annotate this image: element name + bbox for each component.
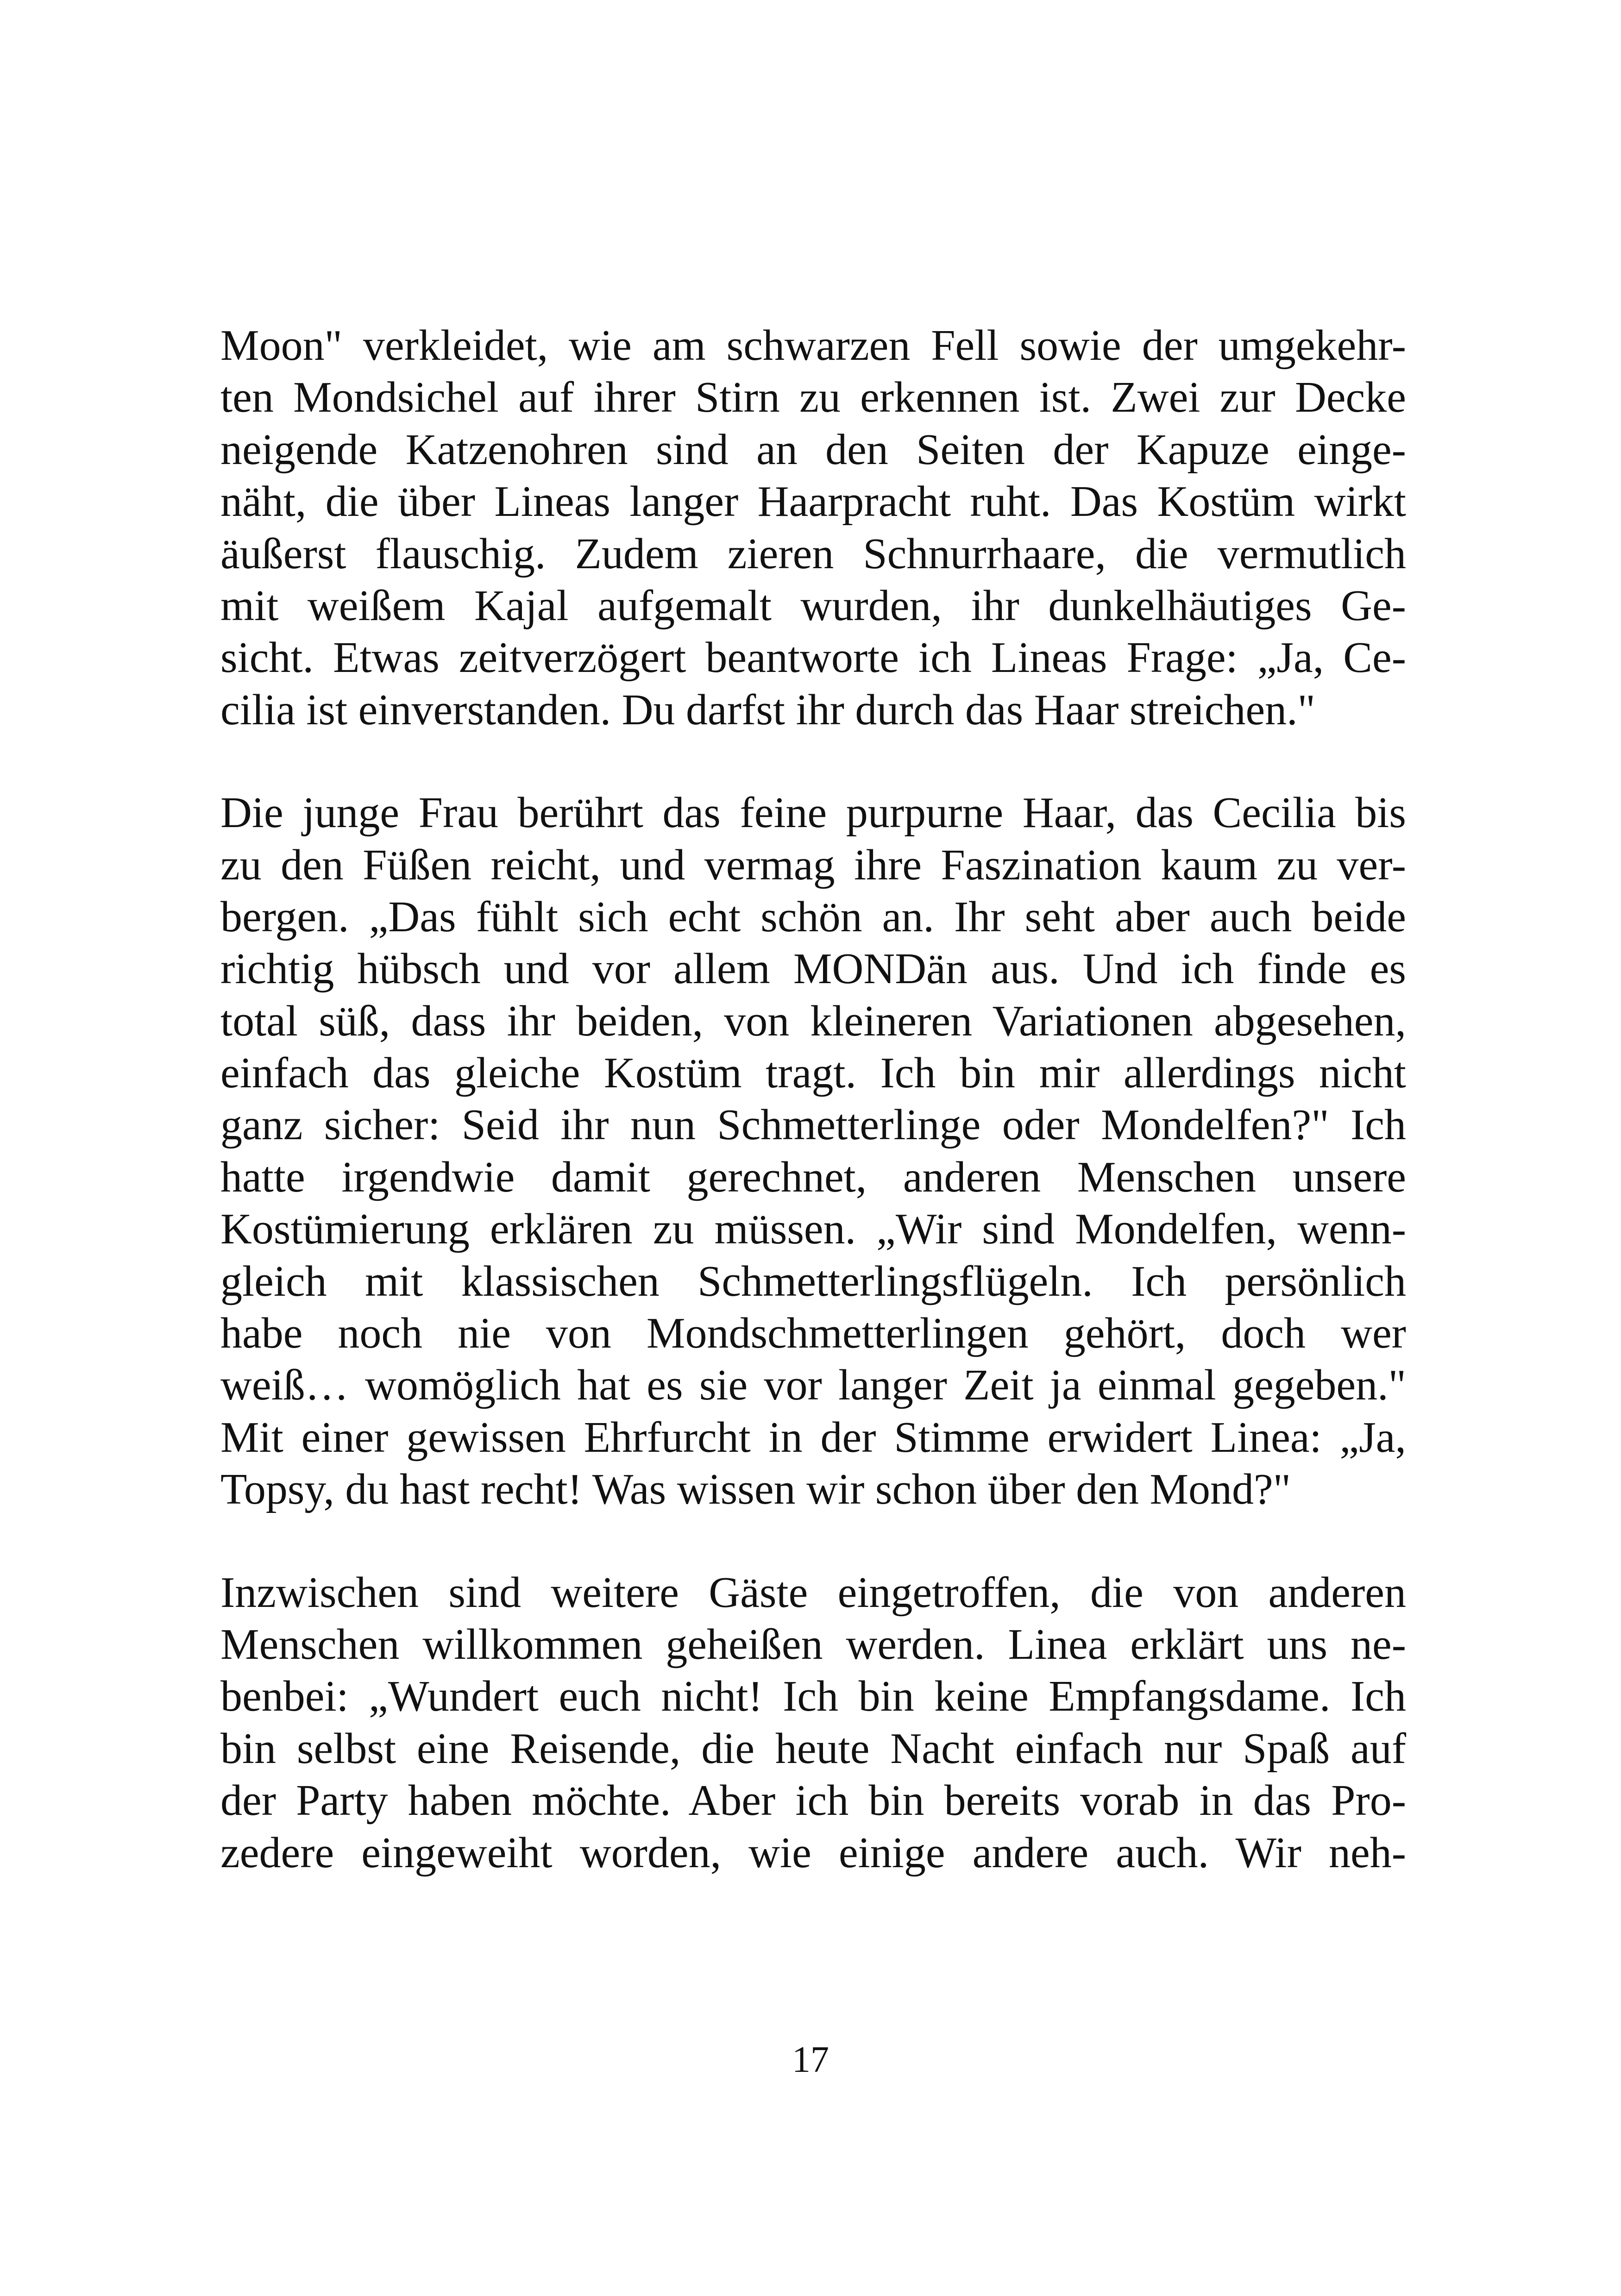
- text-line: richtig hübsch und vor allem MONDän aus. Und ich finde es: [220, 945, 1406, 993]
- text-line: zu den Füßen reicht, und vermag ihre Faszination kaum zu ver-: [220, 841, 1406, 889]
- text-line: ten Mondsichel auf ihrer Stirn zu erkennen ist. Zwei zur Decke: [220, 373, 1406, 422]
- text-line: Topsy, du hast recht! Was wissen wir schon über den Mond?": [220, 1465, 1291, 1514]
- text-line: mit weißem Kajal aufgemalt wurden, ihr dunkelhäutiges Ge-: [220, 581, 1406, 630]
- text-line: ganz sicher: Seid ihr nun Schmetterlinge oder Mondelfen?" Ich: [220, 1101, 1406, 1149]
- body-text: [220, 320, 1406, 1930]
- text-line: der Party haben möchte. Aber ich bin bereits vorab in das Pro-: [220, 1776, 1406, 1825]
- text-line: total süß, dass ihr beiden, von kleineren Variationen abgesehen,: [220, 997, 1406, 1045]
- page-number: 17: [792, 2039, 829, 2080]
- paragraph-3: [220, 1567, 1406, 1879]
- text-line: äußerst flauschig. Zudem zieren Schnurrhaare, die vermutlich: [220, 529, 1406, 578]
- text-line: Die junge Frau berührt das feine purpurne Haar, das Cecilia bis: [220, 789, 1406, 837]
- text-line: Moon" verkleidet, wie am schwarzen Fell sowie der umgekehr-: [220, 321, 1406, 370]
- text-line: cilia ist einverstanden. Du darfst ihr durch das Haar streichen.": [220, 685, 1316, 734]
- text-line: bin selbst eine Reisende, die heute Nacht einfach nur Spaß auf: [220, 1724, 1406, 1773]
- text-line: Inzwischen sind weitere Gäste eingetroffen, die von anderen: [220, 1568, 1406, 1617]
- text-line: einfach das gleiche Kostüm tragt. Ich bin mir allerdings nicht: [220, 1049, 1406, 1098]
- text-line: bergen. „Das fühlt sich echt schön an. Ihr seht aber auch beide: [220, 892, 1406, 941]
- text-line: Menschen willkommen geheißen werden. Linea erklärt uns ne-: [220, 1620, 1406, 1669]
- text-line: näht, die über Lineas langer Haarpracht ruht. Das Kostüm wirkt: [220, 477, 1406, 526]
- text-line: gleich mit klassischen Schmetterlingsflügeln. Ich persönlich: [220, 1257, 1406, 1305]
- text-line: weiß… womöglich hat es sie vor langer Zeit ja einmal gegeben.": [220, 1361, 1406, 1410]
- text-line: benbei: „Wundert euch nicht! Ich bin keine Empfangsdame. Ich: [220, 1672, 1406, 1721]
- text-line: zedere eingeweiht worden, wie einige andere auch. Wir neh-: [220, 1828, 1406, 1877]
- paragraph-2: [220, 787, 1406, 1515]
- paragraph-1: [220, 320, 1406, 736]
- text-line: sicht. Etwas zeitverzögert beantworte ich Lineas Frage: „Ja, Ce-: [220, 634, 1406, 682]
- text-line: neigende Katzenohren sind an den Seiten der Kapuze einge-: [220, 425, 1406, 474]
- text-line: habe noch nie von Mondschmetterlingen gehört, doch wer: [220, 1309, 1406, 1358]
- text-line: hatte irgendwie damit gerechnet, anderen Menschen unsere: [220, 1153, 1406, 1201]
- text-line: Kostümierung erklären zu müssen. „Wir sind Mondelfen, wenn-: [220, 1205, 1406, 1254]
- text-line: Mit einer gewissen Ehrfurcht in der Stimme erwidert Linea: „Ja,: [220, 1413, 1406, 1462]
